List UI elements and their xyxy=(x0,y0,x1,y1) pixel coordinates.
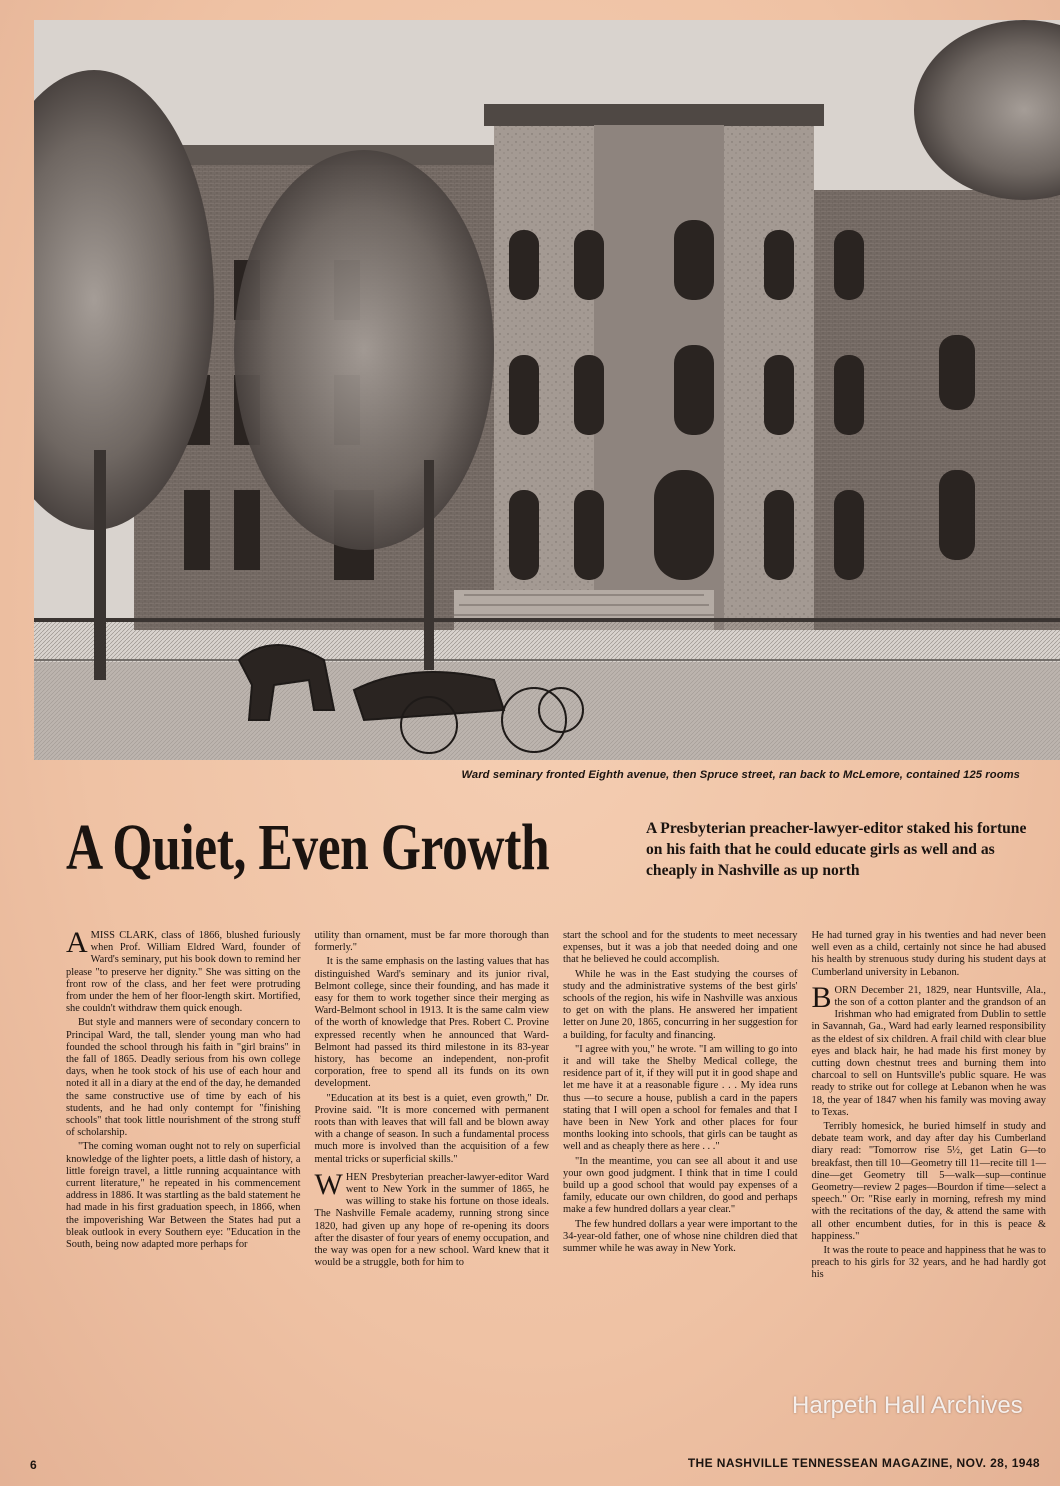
drop-cap: A xyxy=(66,926,88,959)
paragraph: The few hundred dollars a year were important to the 34-year-old father, one of whose nine children died that summer while he was away in New York. xyxy=(563,1218,798,1255)
article-column-1 xyxy=(66,926,301,1420)
archive-watermark: Harpeth Hall Archives xyxy=(792,1392,1023,1419)
paragraph: "The coming woman ought not to rely on superficial knowledge of the lighter poets, a little dash of history, a little foreign travel, a little running acquaintance with current literature," he repeated in his commencement address in 1886. It was startling as the bald statement he had made in his first graduation speech, in 1866, when the impoverishing War Between the States had put a bleak outlook in every Southern eye: "Education in the South, being now adapted more perhaps for xyxy=(66,1141,301,1251)
seminary-illustration xyxy=(34,20,1060,760)
paragraph xyxy=(811,980,1047,1119)
article-column-4 xyxy=(812,930,1047,1420)
paragraph: It is the same emphasis on the lasting values that has distinguished Ward's seminary and its junior rival, Belmont college, since their founding, and has made it easy for them to work together since their merging as Ward-Belmont school in 1913. It is the same calm view of the worth of knowledge that Pres. Robert C. Provine expressed recently when he announced that Ward-Belmont had passed its third milestone in its 83-year history, has become an independent, non-profit corporation, free to spend all its funds on its own development. xyxy=(314,956,549,1090)
paragraph: It was the route to peace and happiness that he was to preach to his girls for 32 years, and he had hardly got his xyxy=(811,1245,1046,1281)
paragraph: Terribly homesick, he buried himself in study and debate team work, and day after day his Cumberland diary read: "Tomorrow rise 5½, get Latin G—to breakfast, then till 10—Geometry till 11—recite till 1—dine—get Geometry till 5—walk—sup—continue Geometry—review 2 pages—Bourdon if time—select a speech." Or: "Rise early in morning, refresh my mind with the recitations of the day, & attend the same with all other encumbent duties, for in this is peace & happiness." xyxy=(811,1121,1046,1242)
paragraph: "In the meantime, you can see all about it and use your own good judgment. I think that in time I could build up a good school that would pay expenses of a family, educate our own children, do good and perhaps make a few hundred dollars a year clear." xyxy=(563,1155,798,1216)
paragraph xyxy=(314,1167,550,1270)
seminary-building-drawing xyxy=(34,20,1060,760)
paragraph: start the school and for the students to meet necessary expenses, but it was a job that needed doing and one that he believed he could accomplish. xyxy=(563,930,798,966)
drop-cap: B xyxy=(811,980,832,1014)
article-headline: A Quiet, Even Growth xyxy=(66,811,550,884)
article-column-2 xyxy=(315,930,550,1420)
page-number: 6 xyxy=(30,1458,37,1472)
drop-cap: W xyxy=(314,1167,343,1201)
article-deck: A Presbyterian preacher-lawyer-editor staked his fortune on his faith that he could educate girls as well and as cheaply in Nashville as up north xyxy=(646,820,1027,879)
paragraph-text: ORN December 21, 1829, near Huntsville, Ala., the son of a cotton planter and the grandson of an Irishman who had emigrated from Dublin to settle in Savannah, Ga., Ward had early learned responsibility as the eldest of six children. A frail child with clear blue eyes and black hair, he had made his first money by cutting down chestnut trees and burning them into charcoal to sell on Huntsville's public square. He was ready to strike out for college at Lebanon when he was 18, the year of 1847 when his family was moving away to Texas. xyxy=(811,984,1046,1118)
paragraph-text: MISS CLARK, class of 1866, blushed furiously when Prof. William Eldred Ward, founder of Ward's seminary, put his book down to remind her please "to preserve her dignity." She was sitting on the front row of the class, and her feet were protruding from under the hem of her floor-length skirt. Mortified, she couldn't withdraw them quick enough. xyxy=(66,930,301,1015)
magazine-footer: THE NASHVILLE TENNESSEAN MAGAZINE, NOV. 28, 1948 xyxy=(687,1456,1040,1470)
paragraph: While he was in the East studying the courses of study and the administrative systems of the best girls' schools of the region, his wife in Nashville was anxious to get on with the plans. He answered her impatient letter on June 20, 1865, concurring in her suggestion for a building, for faculty and financing. xyxy=(563,968,798,1041)
paragraph xyxy=(66,926,301,1015)
paragraph-text: HEN Presbyterian preacher-lawyer-editor Ward went to New York in the summer of 1865, he was willing to stake his fortune on those ideals. The Nashville Female academy, running strong since 1820, had given up any hope of re-opening its doors after the disaster of four years of enemy occupation, and the way was open for a new school. Ward knew that it would be a struggle, both for him to xyxy=(314,1171,549,1269)
article-column-3 xyxy=(563,930,798,1420)
paragraph: He had turned gray in his twenties and had never been well even as a child, certainly not since he had abused his health by strenuous study during his student days at Cumberland university in Lebanon. xyxy=(811,930,1046,978)
paragraph: But style and manners were of secondary concern to Principal Ward, the tall, slender young man who had founded the school through his faith in "girl brains" in the fall of 1865. Deadly serious from his own college days, when he took stock of his use of each hour and noted it all in a diary at the end of the day, he demanded the same constructive use of time by each of his students, and he had only contempt for "finishing schools" that took little nourishment of the strong stuff of scholarship. xyxy=(66,1017,301,1139)
paragraph: "Education at its best is a quiet, even growth," Dr. Provine said. "It is more concerned with permanent roots than with leaves that will fall and be blown away with a change of season. In such a fundamental process much more is involved than the acquisition of a few mental tricks or superficial skills." xyxy=(314,1092,549,1165)
article-body xyxy=(66,926,1046,1420)
illustration-caption: Ward seminary fronted Eighth avenue, then Spruce street, ran back to McLemore, contained 125 rooms xyxy=(461,769,1020,781)
paragraph: "I agree with you," he wrote. "I am willing to go into it and will take the Shelby Medical college, the residence part of it, if they will put it in good shape and let me have it at a reasonable figure . . . My idea runs thus —to secure a house, publish a card in the papers stating that I will open a school for females and that I have been in New York and other places for four months looking into schools, that girls can be taught as well and as cheaply there as here . . ." xyxy=(563,1043,798,1153)
paragraph: utility than ornament, must be far more thorough than formerly." xyxy=(314,930,549,954)
